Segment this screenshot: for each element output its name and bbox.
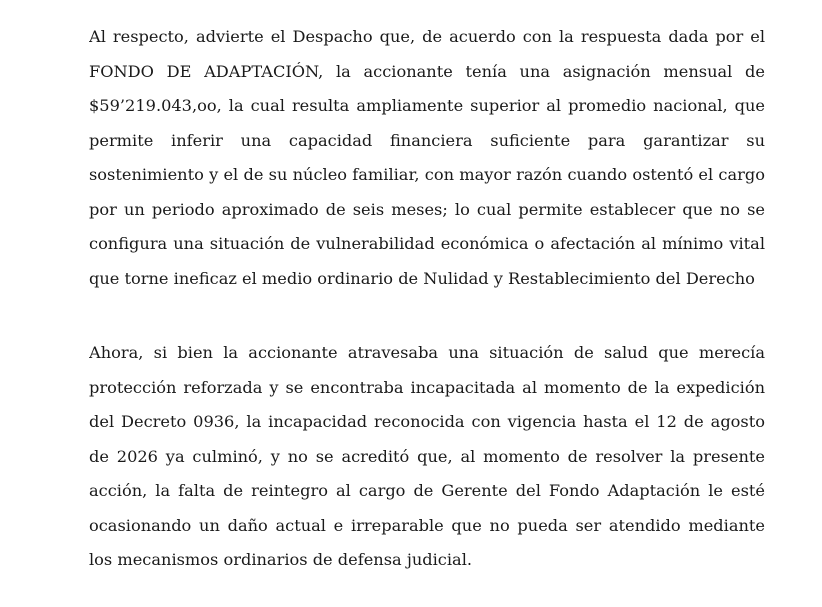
text-line: Al respecto, advierte el Despacho que, de acuerdo con la respuesta dada por el: [89, 27, 765, 46]
text-line: del Decreto 0936, la incapacidad reconocida con vigencia hasta el 12 de agosto: [89, 412, 765, 431]
text-line: FONDO DE ADAPTACIÓN, la accionante tenía una asignación mensual de: [89, 61, 765, 81]
text-line: permite inferir una capacidad financiera suficiente para garantizar su: [89, 130, 765, 150]
text-line: ocasionando un daño actual e irreparable que no pueda ser atendido mediante: [89, 515, 765, 535]
text-line: protección reforzada y se encontraba incapacitada al momento de la expedición: [89, 377, 765, 397]
paragraph-economic-capacity: [89, 20, 765, 296]
text-line: de 2026 ya culminó, y no se acreditó que, al momento de resolver la presente: [89, 446, 765, 466]
text-line: los mecanismos ordinarios de defensa judicial.: [89, 550, 473, 569]
paragraph-health-situation: [89, 336, 765, 578]
text-line: $59’219.043,oo, la cual resulta ampliamente superior al promedio nacional, que: [89, 96, 765, 115]
text-line: por un periodo aproximado de seis meses; lo cual permite establecer que no se: [89, 199, 765, 219]
text-line: configura una situación de vulnerabilidad económica o afectación al mínimo vital: [89, 234, 765, 253]
text-line: sostenimiento y el de su núcleo familiar, con mayor razón cuando ostentó el cargo: [89, 165, 765, 184]
text-line: que torne ineficaz el medio ordinario de Nulidad y Restablecimiento del Derecho: [89, 268, 755, 288]
text-line: Ahora, si bien la accionante atravesaba una situación de salud que merecía: [89, 343, 765, 362]
text-line: acción, la falta de reintegro al cargo de Gerente del Fondo Adaptación le esté: [89, 481, 765, 500]
